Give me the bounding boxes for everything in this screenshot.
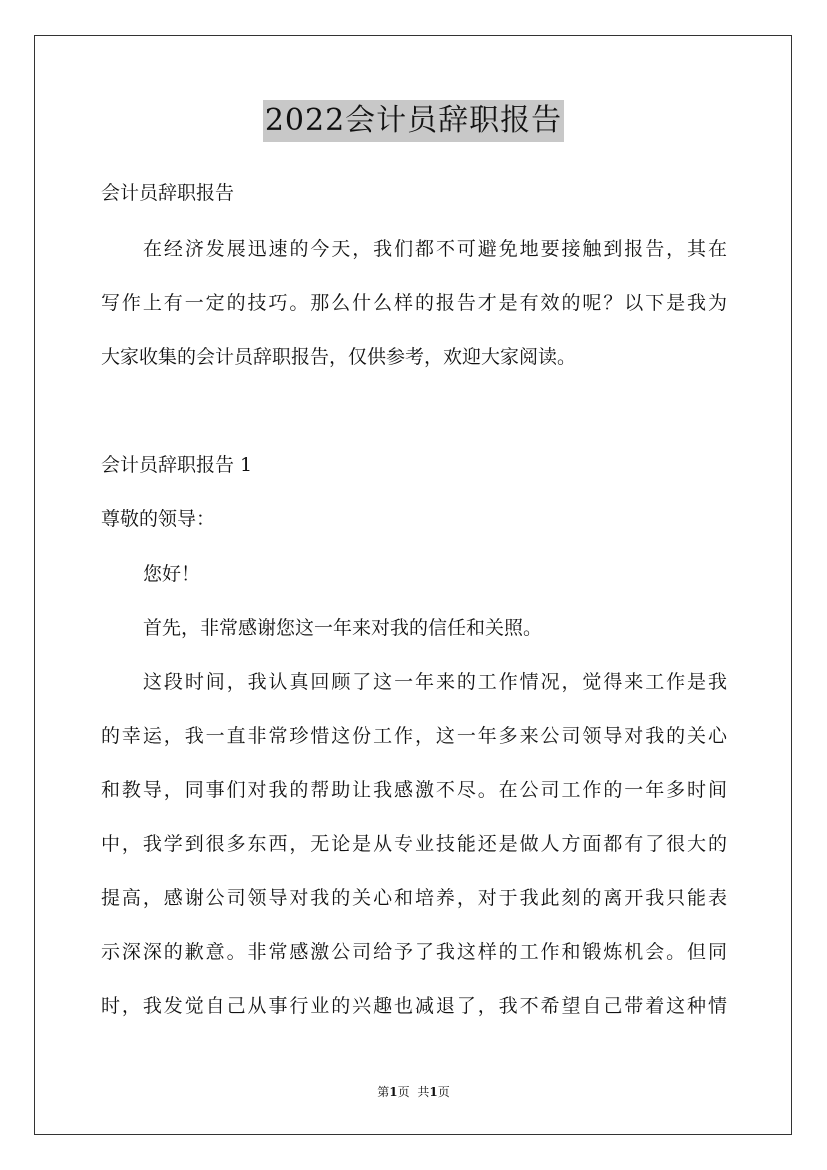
footer-total-suffix: 页 <box>437 1085 450 1099</box>
section-heading: 会计员辞职报告 1 <box>101 454 253 476</box>
body-line-2: 的幸运，我一直非常珍惜这份工作，这一年多来公司领导对我的关心 <box>101 725 727 747</box>
page-footer <box>0 1084 827 1100</box>
intro-line-3: 大家收集的会计员辞职报告，仅供参考，欢迎大家阅读。 <box>101 346 577 368</box>
thanks-line: 首先，非常感谢您这一年来对我的信任和关照。 <box>143 617 543 639</box>
intro-line-1: 在经济发展迅速的今天，我们都不可避免地要接触到报告，其在 <box>143 238 727 260</box>
body-line-1: 这段时间，我认真回顾了这一年来的工作情况，觉得来工作是我 <box>143 671 727 693</box>
intro-line-2: 写作上有一定的技巧。那么什么样的报告才是有效的呢？以下是我为 <box>101 292 727 314</box>
body-line-7: 时，我发觉自己从事行业的兴趣也减退了，我不希望自己带着这种情 <box>101 995 727 1017</box>
footer-total-prefix: 共 <box>417 1085 430 1099</box>
salutation: 尊敬的领导： <box>101 508 216 530</box>
footer-page-number: 1 <box>389 1085 398 1099</box>
body-line-4: 中，我学到很多东西，无论是从专业技能还是做人方面都有了很大的 <box>101 833 727 855</box>
body-line-3: 和教导，同事们对我的帮助让我感激不尽。在公司工作的一年多时间 <box>101 779 727 801</box>
document-title: 2022会计员辞职报告 <box>263 100 564 142</box>
footer-page-suffix: 页 <box>397 1085 410 1099</box>
greeting: 您好！ <box>143 563 201 585</box>
body-line-6: 示深深的歉意。非常感激公司给予了我这样的工作和锻炼机会。但同 <box>101 941 727 963</box>
title-container <box>0 100 827 142</box>
footer-total-number: 1 <box>429 1085 438 1099</box>
document-subtitle: 会计员辞职报告 <box>101 182 235 204</box>
body-line-5: 提高，感谢公司领导对我的关心和培养，对于我此刻的离开我只能表 <box>101 887 727 909</box>
footer-page-prefix: 第 <box>377 1085 390 1099</box>
